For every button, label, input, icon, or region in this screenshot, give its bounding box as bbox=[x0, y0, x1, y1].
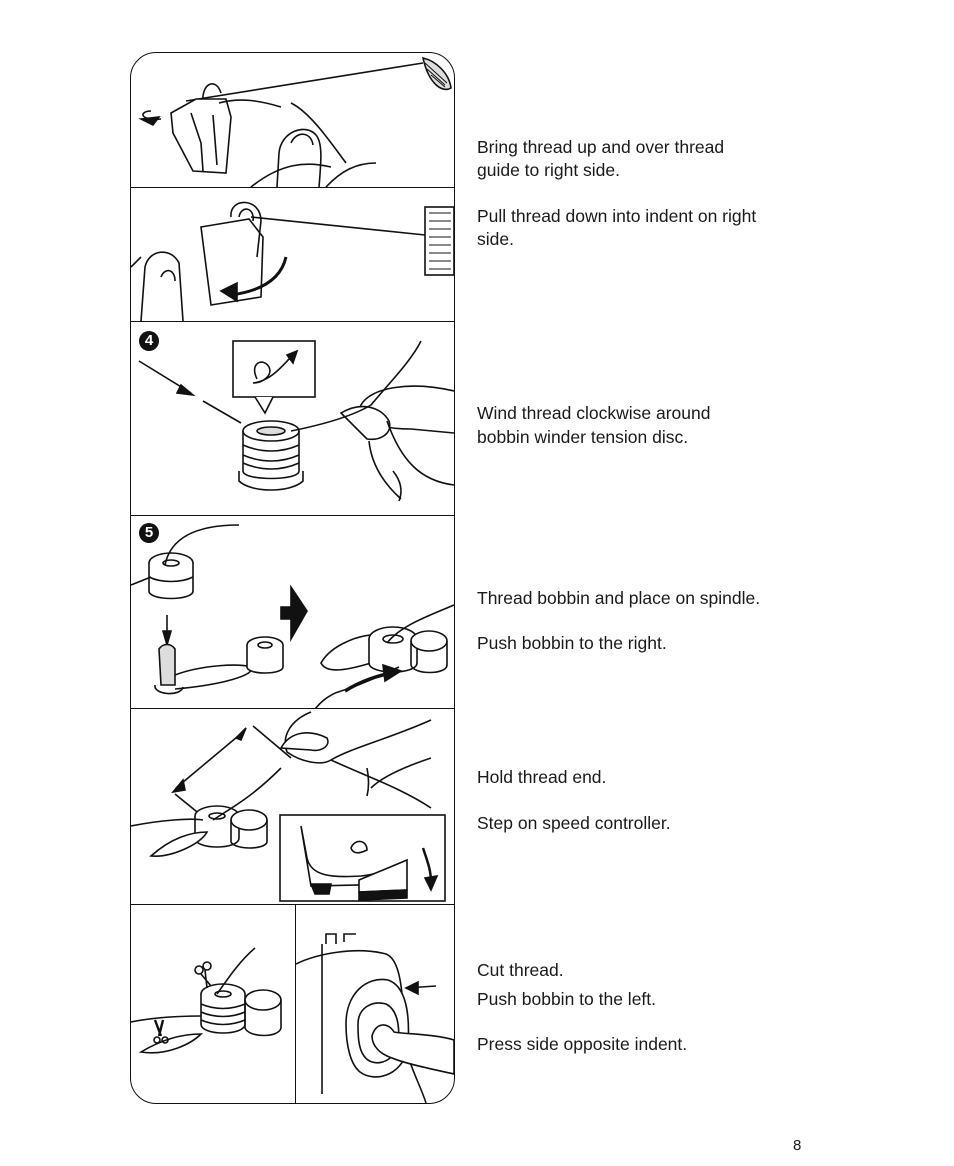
step-4-line-1: Thread bobbin and place on spindle. bbox=[477, 588, 761, 608]
panel-thread-guide-over bbox=[131, 53, 454, 187]
step-1-line-2: guide to right side. bbox=[477, 160, 621, 180]
panel-cut-thread bbox=[131, 904, 295, 1103]
step-3-line-1: Wind thread clockwise around bbox=[477, 403, 711, 423]
panel-push-bobbin-left bbox=[296, 904, 454, 1103]
page-number: 8 bbox=[793, 1137, 802, 1154]
step-4-badge: 4 bbox=[139, 331, 159, 351]
step-6-line-1: Cut thread. bbox=[477, 960, 564, 980]
panel-thread-indent bbox=[131, 187, 454, 321]
step-6-line-3: Press side opposite indent. bbox=[477, 1034, 688, 1054]
illustration-frame bbox=[130, 52, 455, 1104]
panel-bobbin-spindle bbox=[131, 515, 454, 708]
panel-tension-disc bbox=[131, 321, 454, 515]
step-2-line-2: side. bbox=[477, 229, 514, 249]
step-4-line-2: Push bobbin to the right. bbox=[477, 633, 667, 653]
step-5-badge: 5 bbox=[139, 523, 159, 543]
step-2-line-1: Pull thread down into indent on right bbox=[477, 206, 757, 226]
step-6-line-2: Push bobbin to the left. bbox=[477, 989, 657, 1009]
step-3-line-2: bobbin winder tension disc. bbox=[477, 427, 689, 447]
step-5-line-2: Step on speed controller. bbox=[477, 813, 671, 833]
step-1-line-1: Bring thread up and over thread bbox=[477, 137, 725, 157]
step-5-line-1: Hold thread end. bbox=[477, 767, 607, 787]
panel-speed-controller bbox=[131, 708, 454, 904]
